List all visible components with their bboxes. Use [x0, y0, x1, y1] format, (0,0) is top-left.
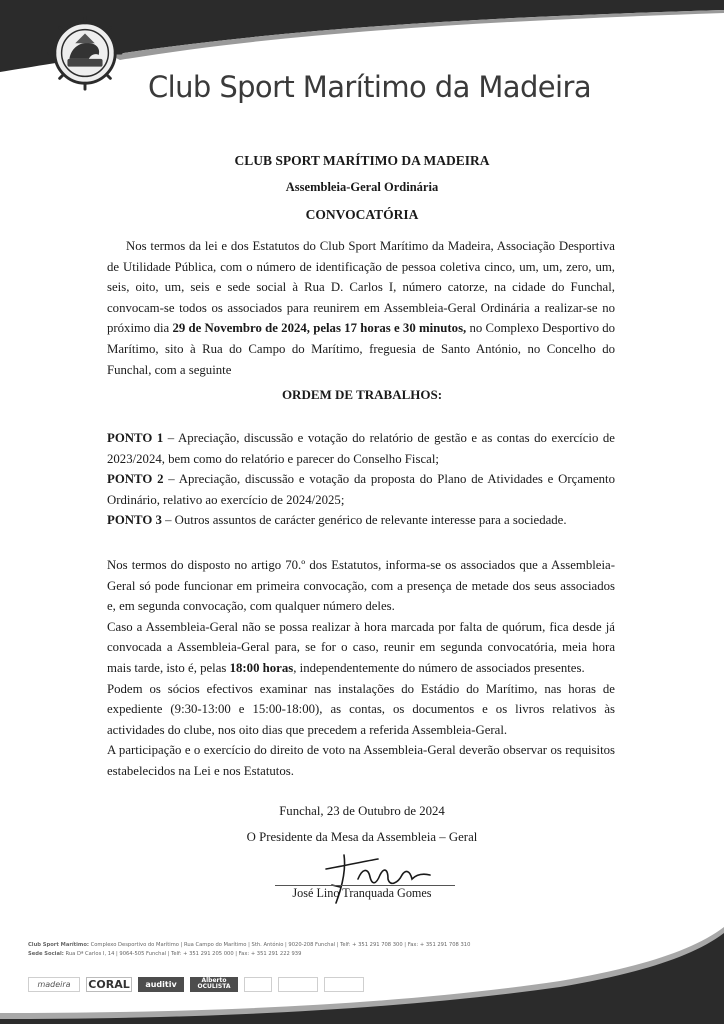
- footer-line: [28, 941, 718, 950]
- footer-contact: [28, 941, 718, 959]
- intro-text-continued: no Complexo Desportivo do Marítimo, sito à Rua do Campo do Marítimo, freguesia de Santo António, no Concelho do Funchal, com a seguinte: [107, 321, 615, 377]
- sponsor-logo: CORAL: [86, 977, 132, 992]
- agenda-item-label: PONTO 2: [107, 472, 164, 487]
- meeting-date-time: 29 de Novembro de 2024, pelas 17 horas e 30 minutos,: [172, 321, 467, 336]
- agenda-title: ORDEM DE TRABALHOS:: [281, 387, 443, 402]
- sponsor-logo-text: Alberto: [201, 977, 227, 984]
- sponsor-logo: [190, 977, 238, 992]
- signer-role: O Presidente da Mesa da Assembleia – Geral: [246, 830, 478, 844]
- sponsor-logo: madeira: [28, 977, 80, 992]
- second-call-note: [107, 617, 615, 679]
- second-call-time: 18:00 horas: [229, 660, 294, 675]
- documents-note: Podem os sócios efectivos examinar nas instalações do Estádio do Marítimo, nas horas de expediente (9:30-13:00 e 15:00-18:00), as contas, os documentos e os livros relativos às actividades do clube, nos oito dias que precedem a referida Assembleia-Geral.: [107, 681, 615, 737]
- quorum-note: Nos termos do disposto no artigo 70.º dos Estatutos, informa-se os associados que a Assembleia-Geral só pode funcionar em primeira convocação, com a presença de metade dos seus associados e, em segunda convocação, com qualquer número deles.: [107, 558, 615, 614]
- agenda-item-text: – Outros assuntos de carácter genérico de relevante interesse para a sociedade.: [161, 513, 567, 528]
- sponsor-logo-emblem: [244, 977, 272, 992]
- voting-note: A participação e o exercício do direito de voto na Assembleia-Geral deverão observar os requisitos estabelecidos na Lei e nos Estatutos.: [107, 743, 615, 778]
- sponsor-logos: [28, 976, 364, 992]
- place-date: Funchal, 23 de Outubro de 2024: [279, 804, 445, 818]
- document-assembly-type: Assembleia-Geral Ordinária: [285, 180, 439, 194]
- agenda-item: [107, 510, 615, 531]
- agenda-item-label: PONTO 3: [107, 513, 162, 528]
- footer-line: [28, 950, 718, 959]
- sponsor-logo: auditiv: [138, 977, 184, 992]
- notes-section: [107, 555, 615, 782]
- agenda-item-label: PONTO 1: [107, 431, 164, 445]
- agenda-item: [107, 469, 615, 510]
- sponsor-logo-emblem: [324, 977, 364, 992]
- footer-line-label: Sede Social:: [28, 951, 64, 957]
- footer-swoosh: [0, 925, 724, 1024]
- intro-text: Nos termos da lei e dos Estatutos do Club Sport Marítimo da Madeira, Associação Desportiva de Utilidade Pública, com o número de identificação de pessoa coletiva cinco, um, um, zero, um, seis, oito, um, seis e sede social à Rua D. Carlos I, número catorze, na cidade do Funchal, convocam-se todos os associados para reunirem em Assembleia-Geral Ordinária a realizar-se no próximo dia: [107, 239, 615, 336]
- second-call-text: Caso a Assembleia-Geral não se possa realizar à hora marcada por falta de quórum, fica desde já convocada a Assembleia-Geral para, se for o caso, reunir em segunda convocatória, meia hora mais tarde, isto é, pelas: [107, 619, 615, 675]
- club-crest-logo: [46, 14, 124, 92]
- footer-line-text: Rua Dª Carlos I, 14 | 9064-505 Funchal | Telf: + 351 291 205 000 | Fax: + 351 291 222 939: [63, 951, 302, 957]
- sponsor-logo-emblem: [278, 977, 318, 992]
- agenda-list: [107, 428, 615, 531]
- agenda-item-text: – Apreciação, discussão e votação da proposta do Plano de Atividades e Orçamento Ordinário, relativo ao exercício de 2024/2025;: [107, 472, 615, 507]
- second-call-text-end: , independentemente do número de associados presentes.: [293, 660, 585, 675]
- brand-name: Club Sport Marítimo da Madeira: [148, 70, 591, 104]
- agenda-item: [107, 428, 615, 469]
- agenda-item-text: – Apreciação, discussão e votação do relatório de gestão e as contas do exercício de 2023/2024, bem como do relatório e parecer do Conselho Fiscal;: [107, 431, 615, 466]
- document-club-name: CLUB SPORT MARÍTIMO DA MADEIRA: [234, 153, 490, 168]
- footer-line-label: Club Sport Marítimo:: [28, 942, 89, 948]
- signer-name: José Lino Tranquada Gomes: [292, 886, 432, 900]
- intro-paragraph: [107, 236, 615, 380]
- document-title: CONVOCATÓRIA: [305, 207, 419, 222]
- footer-line-text: Complexo Desportivo do Marítimo | Rua Campo do Marítimo | Sth. António | 9020-208 Funchal | Telf: + 351 291 708 300 | Fax: + 351 291 708 310: [88, 942, 471, 948]
- sponsor-logo-text: OCULISTA: [197, 983, 231, 990]
